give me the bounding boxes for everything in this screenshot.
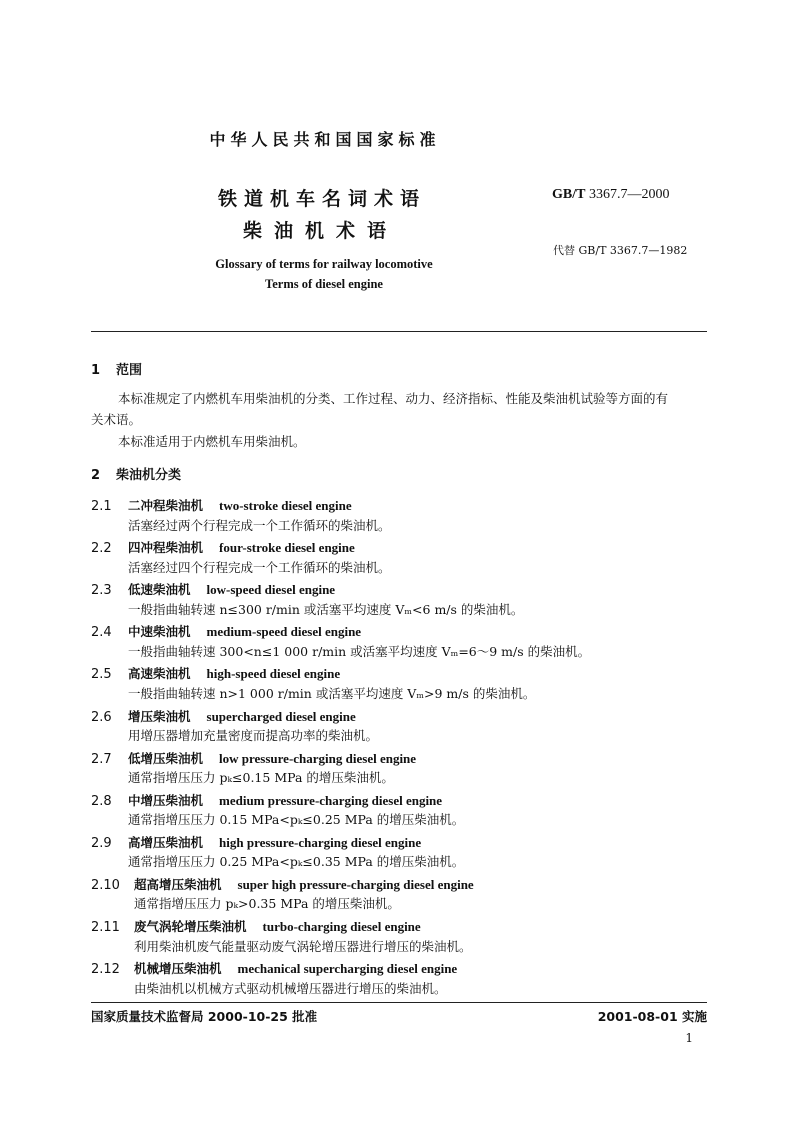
term-definition: 通常指增压压力 pₖ≤0.15 MPa 的增压柴油机。 <box>128 770 394 786</box>
term-english: turbo-charging diesel engine <box>262 919 421 934</box>
term-chinese: 中增压柴油机 <box>128 792 204 808</box>
term-chinese: 低增压柴油机 <box>128 750 204 766</box>
term-english: mechanical supercharging diesel engine <box>237 961 458 977</box>
term-heading <box>91 916 421 935</box>
standard-number <box>552 187 669 203</box>
term-chinese: 低速柴油机 <box>128 582 191 598</box>
section-1-title: 范围 <box>116 363 143 378</box>
term-number: 2.12 <box>91 962 120 978</box>
section-1-heading <box>91 359 142 378</box>
term-number: 2.11 <box>91 920 120 935</box>
english-title-line-1: Glossary of terms for railway locomotive <box>215 257 433 271</box>
term-english: low-speed diesel engine <box>206 582 336 598</box>
term-definition: 一般指曲轴转速 n≤300 r/min 或活塞平均速度 Vₘ<6 m/s 的柴油机。 <box>128 601 524 617</box>
term-chinese: 高增压柴油机 <box>128 834 204 850</box>
term-english: medium-speed diesel engine <box>206 624 362 640</box>
term-heading <box>91 790 442 809</box>
term-heading <box>91 958 457 977</box>
term-english: two-stroke diesel engine <box>219 498 352 513</box>
term-chinese: 高速柴油机 <box>128 666 191 682</box>
term-number: 2.6 <box>91 709 112 725</box>
term-number: 2.3 <box>91 583 112 599</box>
term-number: 2.9 <box>91 835 112 851</box>
term-number: 2.1 <box>91 499 112 514</box>
replaces-standard: 代替 GB/T 3367.7—1982 <box>553 244 688 257</box>
term-definition: 利用柴油机废气能量驱动废气涡轮增压器进行增压的柴油机。 <box>134 938 472 954</box>
scope-paragraph-line-2: 关术语。 <box>91 412 142 427</box>
term-definition: 通常指增压压力 0.15 MPa<pₖ≤0.25 MPa 的增压柴油机。 <box>128 812 465 828</box>
term-number: 2.5 <box>91 667 112 683</box>
term-definition: 通常指增压压力 0.25 MPa<pₖ≤0.35 MPa 的增压柴油机。 <box>128 854 465 870</box>
term-number: 2.10 <box>91 877 120 893</box>
term-number: 2.8 <box>91 793 112 809</box>
document-subtitle: 柴油机术语 <box>243 220 399 242</box>
term-definition: 用增压器增加充量密度而提高功率的柴油机。 <box>128 728 379 743</box>
section-2-title: 柴油机分类 <box>116 468 182 483</box>
term-chinese: 机械增压柴油机 <box>134 961 222 977</box>
term-chinese: 废气涡轮增压柴油机 <box>134 919 247 934</box>
term-definition: 由柴油机以机械方式驱动机械增压器进行增压的柴油机。 <box>134 980 447 996</box>
term-number: 2.7 <box>91 751 112 767</box>
scope-paragraph-line-1: 本标准规定了内燃机车用柴油机的分类、工作过程、动力、经济指标、性能及柴油机试验等方面的有 <box>118 391 669 406</box>
national-standard-heading: 中华人民共和国国家标准 <box>209 130 441 149</box>
term-chinese: 增压柴油机 <box>128 708 191 724</box>
term-definition: 活塞经过四个行程完成一个工作循环的柴油机。 <box>128 559 391 575</box>
term-heading <box>91 663 340 682</box>
term-definition: 活塞经过两个行程完成一个工作循环的柴油机。 <box>128 517 391 533</box>
term-heading <box>91 748 416 767</box>
header-divider <box>91 331 707 332</box>
term-chinese: 中速柴油机 <box>128 624 191 640</box>
term-definition: 一般指曲轴转速 n>1 000 r/min 或活塞平均速度 Vₘ>9 m/s 的柴油机。 <box>128 685 536 701</box>
document-title: 铁道机车名词术语 <box>218 188 427 210</box>
english-title-line-2: Terms of diesel engine <box>265 277 383 291</box>
footer-divider <box>91 1002 707 1003</box>
term-heading <box>91 874 474 893</box>
term-chinese: 二冲程柴油机 <box>128 498 204 513</box>
term-heading <box>91 579 335 598</box>
page-number: 1 <box>685 1031 693 1045</box>
section-2-number: 2 <box>91 468 101 483</box>
term-heading <box>91 537 355 556</box>
term-heading <box>91 832 421 851</box>
term-english: medium pressure-charging diesel engine <box>219 792 443 808</box>
term-english: high pressure-charging diesel engine <box>219 834 422 850</box>
standard-code: 3367.7—2000 <box>588 187 670 202</box>
term-number: 2.4 <box>91 625 112 641</box>
term-heading <box>91 621 361 640</box>
term-english: super high pressure-charging diesel engine <box>237 876 474 892</box>
term-number: 2.2 <box>91 541 112 557</box>
term-english: low pressure-charging diesel engine <box>219 750 417 766</box>
approval-note: 国家质量技术监督局 2000-10-25 批准 <box>91 1009 318 1024</box>
effective-date: 2001-08-01 实施 <box>597 1009 707 1024</box>
term-english: supercharged diesel engine <box>206 708 356 724</box>
term-english: high-speed diesel engine <box>206 666 341 682</box>
section-2-heading <box>91 464 181 483</box>
term-english: four-stroke diesel engine <box>219 540 355 556</box>
scope-paragraph-2: 本标准适用于内燃机车用柴油机。 <box>118 434 306 449</box>
term-heading <box>91 706 356 725</box>
term-definition: 通常指增压压力 pₖ>0.35 MPa 的增压柴油机。 <box>134 896 400 912</box>
term-chinese: 超高增压柴油机 <box>134 876 222 892</box>
term-definition: 一般指曲轴转速 300<n≤1 000 r/min 或活塞平均速度 Vₘ=6～9 m/s 的柴油机。 <box>128 643 591 659</box>
term-heading <box>91 495 352 514</box>
section-1-number: 1 <box>91 363 101 378</box>
standard-prefix: GB/T <box>552 187 586 202</box>
term-chinese: 四冲程柴油机 <box>128 540 204 556</box>
